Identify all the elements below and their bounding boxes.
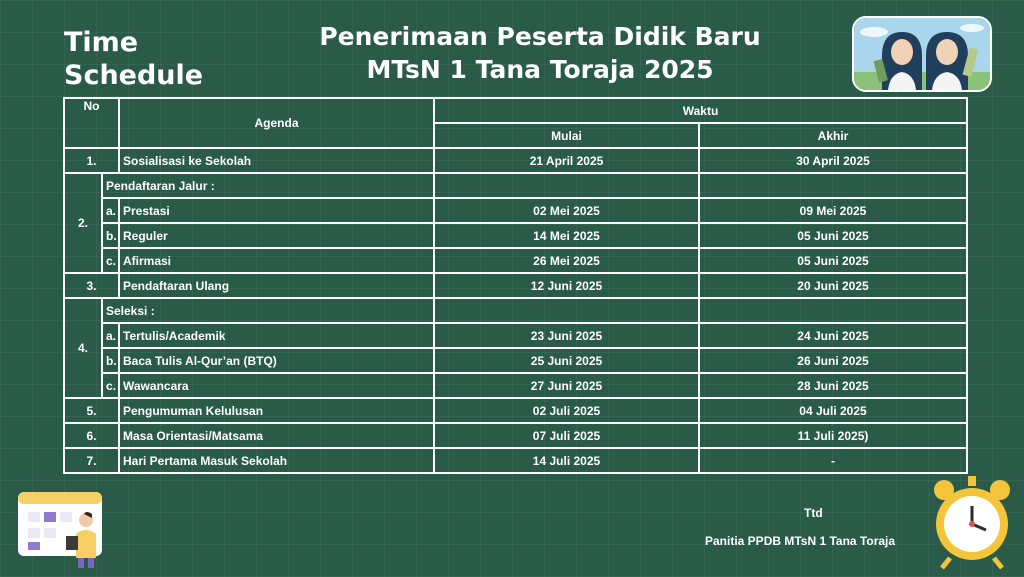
row-akhir: 11 Juli 2025)	[699, 423, 967, 448]
table-row	[64, 348, 967, 373]
table-row	[64, 148, 967, 173]
row-akhir: 09 Mei 2025	[699, 198, 967, 223]
calendar-person-icon	[14, 484, 114, 573]
row-sub: a.	[102, 198, 119, 223]
row-mulai: 02 Juli 2025	[434, 398, 699, 423]
row-no: 7.	[64, 448, 119, 473]
row-group-label: Pendaftaran Jalur :	[102, 173, 434, 198]
header-waktu: Waktu	[434, 98, 967, 123]
row-akhir: 30 April 2025	[699, 148, 967, 173]
page-title-line-2: MTsN 1 Tana Toraja 2025	[366, 55, 714, 84]
schedule-table	[63, 97, 968, 474]
row-mulai: 21 April 2025	[434, 148, 699, 173]
row-akhir: 26 Juni 2025	[699, 348, 967, 373]
table-row	[64, 198, 967, 223]
row-akhir: 04 Juli 2025	[699, 398, 967, 423]
header-no: No	[64, 98, 119, 148]
row-sub: b.	[102, 223, 119, 248]
header-agenda: Agenda	[119, 98, 434, 148]
row-mulai: 12 Juni 2025	[434, 273, 699, 298]
row-agenda: Pendaftaran Ulang	[119, 273, 434, 298]
row-no: 6.	[64, 423, 119, 448]
row-mulai: 14 Mei 2025	[434, 223, 699, 248]
row-mulai: 25 Juni 2025	[434, 348, 699, 373]
row-akhir-empty	[699, 173, 967, 198]
row-mulai: 23 Juni 2025	[434, 323, 699, 348]
row-mulai: 27 Juni 2025	[434, 373, 699, 398]
table-row	[64, 373, 967, 398]
row-no: 3.	[64, 273, 119, 298]
row-mulai: 02 Mei 2025	[434, 198, 699, 223]
table-header-row	[64, 98, 967, 123]
table-row	[64, 298, 967, 323]
table-row	[64, 323, 967, 348]
page-title	[240, 20, 840, 86]
table-row	[64, 248, 967, 273]
row-sub: c.	[102, 373, 119, 398]
table-row	[64, 448, 967, 473]
row-agenda: Sosialisasi ke Sekolah	[119, 148, 434, 173]
table-row	[64, 223, 967, 248]
side-title	[64, 26, 203, 92]
row-akhir: 05 Juni 2025	[699, 223, 967, 248]
table-row	[64, 173, 967, 198]
row-group-label: Seleksi :	[102, 298, 434, 323]
row-agenda: Baca Tulis Al-Qur’an (BTQ)	[119, 348, 434, 373]
row-mulai: 14 Juli 2025	[434, 448, 699, 473]
table-row	[64, 398, 967, 423]
row-agenda: Reguler	[119, 223, 434, 248]
header-mulai: Mulai	[434, 123, 699, 148]
page-title-line-1: Penerimaan Peserta Didik Baru	[319, 22, 761, 51]
row-akhir: 20 Juni 2025	[699, 273, 967, 298]
row-mulai-empty	[434, 298, 699, 323]
alarm-clock-icon	[930, 472, 1014, 577]
table-row	[64, 423, 967, 448]
row-agenda: Wawancara	[119, 373, 434, 398]
row-agenda: Pengumuman Kelulusan	[119, 398, 434, 423]
row-mulai-empty	[434, 173, 699, 198]
table-row	[64, 273, 967, 298]
row-no: 2.	[64, 173, 102, 273]
row-no: 4.	[64, 298, 102, 398]
ttd-label: Ttd	[804, 506, 823, 520]
row-agenda: Hari Pertama Masuk Sekolah	[119, 448, 434, 473]
students-photo-icon	[852, 16, 992, 92]
row-akhir: 24 Juni 2025	[699, 323, 967, 348]
signature-label: Panitia PPDB MTsN 1 Tana Toraja	[705, 534, 896, 548]
side-title-line-2: Schedule	[64, 60, 204, 91]
header-akhir: Akhir	[699, 123, 967, 148]
row-agenda: Prestasi	[119, 198, 434, 223]
row-mulai: 26 Mei 2025	[434, 248, 699, 273]
row-sub: b.	[102, 348, 119, 373]
row-akhir: 05 Juni 2025	[699, 248, 967, 273]
row-agenda: Masa Orientasi/Matsama	[119, 423, 434, 448]
row-akhir: -	[699, 448, 967, 473]
row-agenda: Afirmasi	[119, 248, 434, 273]
row-akhir: 28 Juni 2025	[699, 373, 967, 398]
row-sub: c.	[102, 248, 119, 273]
row-sub: a.	[102, 323, 119, 348]
row-agenda: Tertulis/Academik	[119, 323, 434, 348]
row-mulai: 07 Juli 2025	[434, 423, 699, 448]
row-no: 5.	[64, 398, 119, 423]
side-title-line-1: Time	[64, 27, 139, 58]
row-no: 1.	[64, 148, 119, 173]
row-akhir-empty	[699, 298, 967, 323]
